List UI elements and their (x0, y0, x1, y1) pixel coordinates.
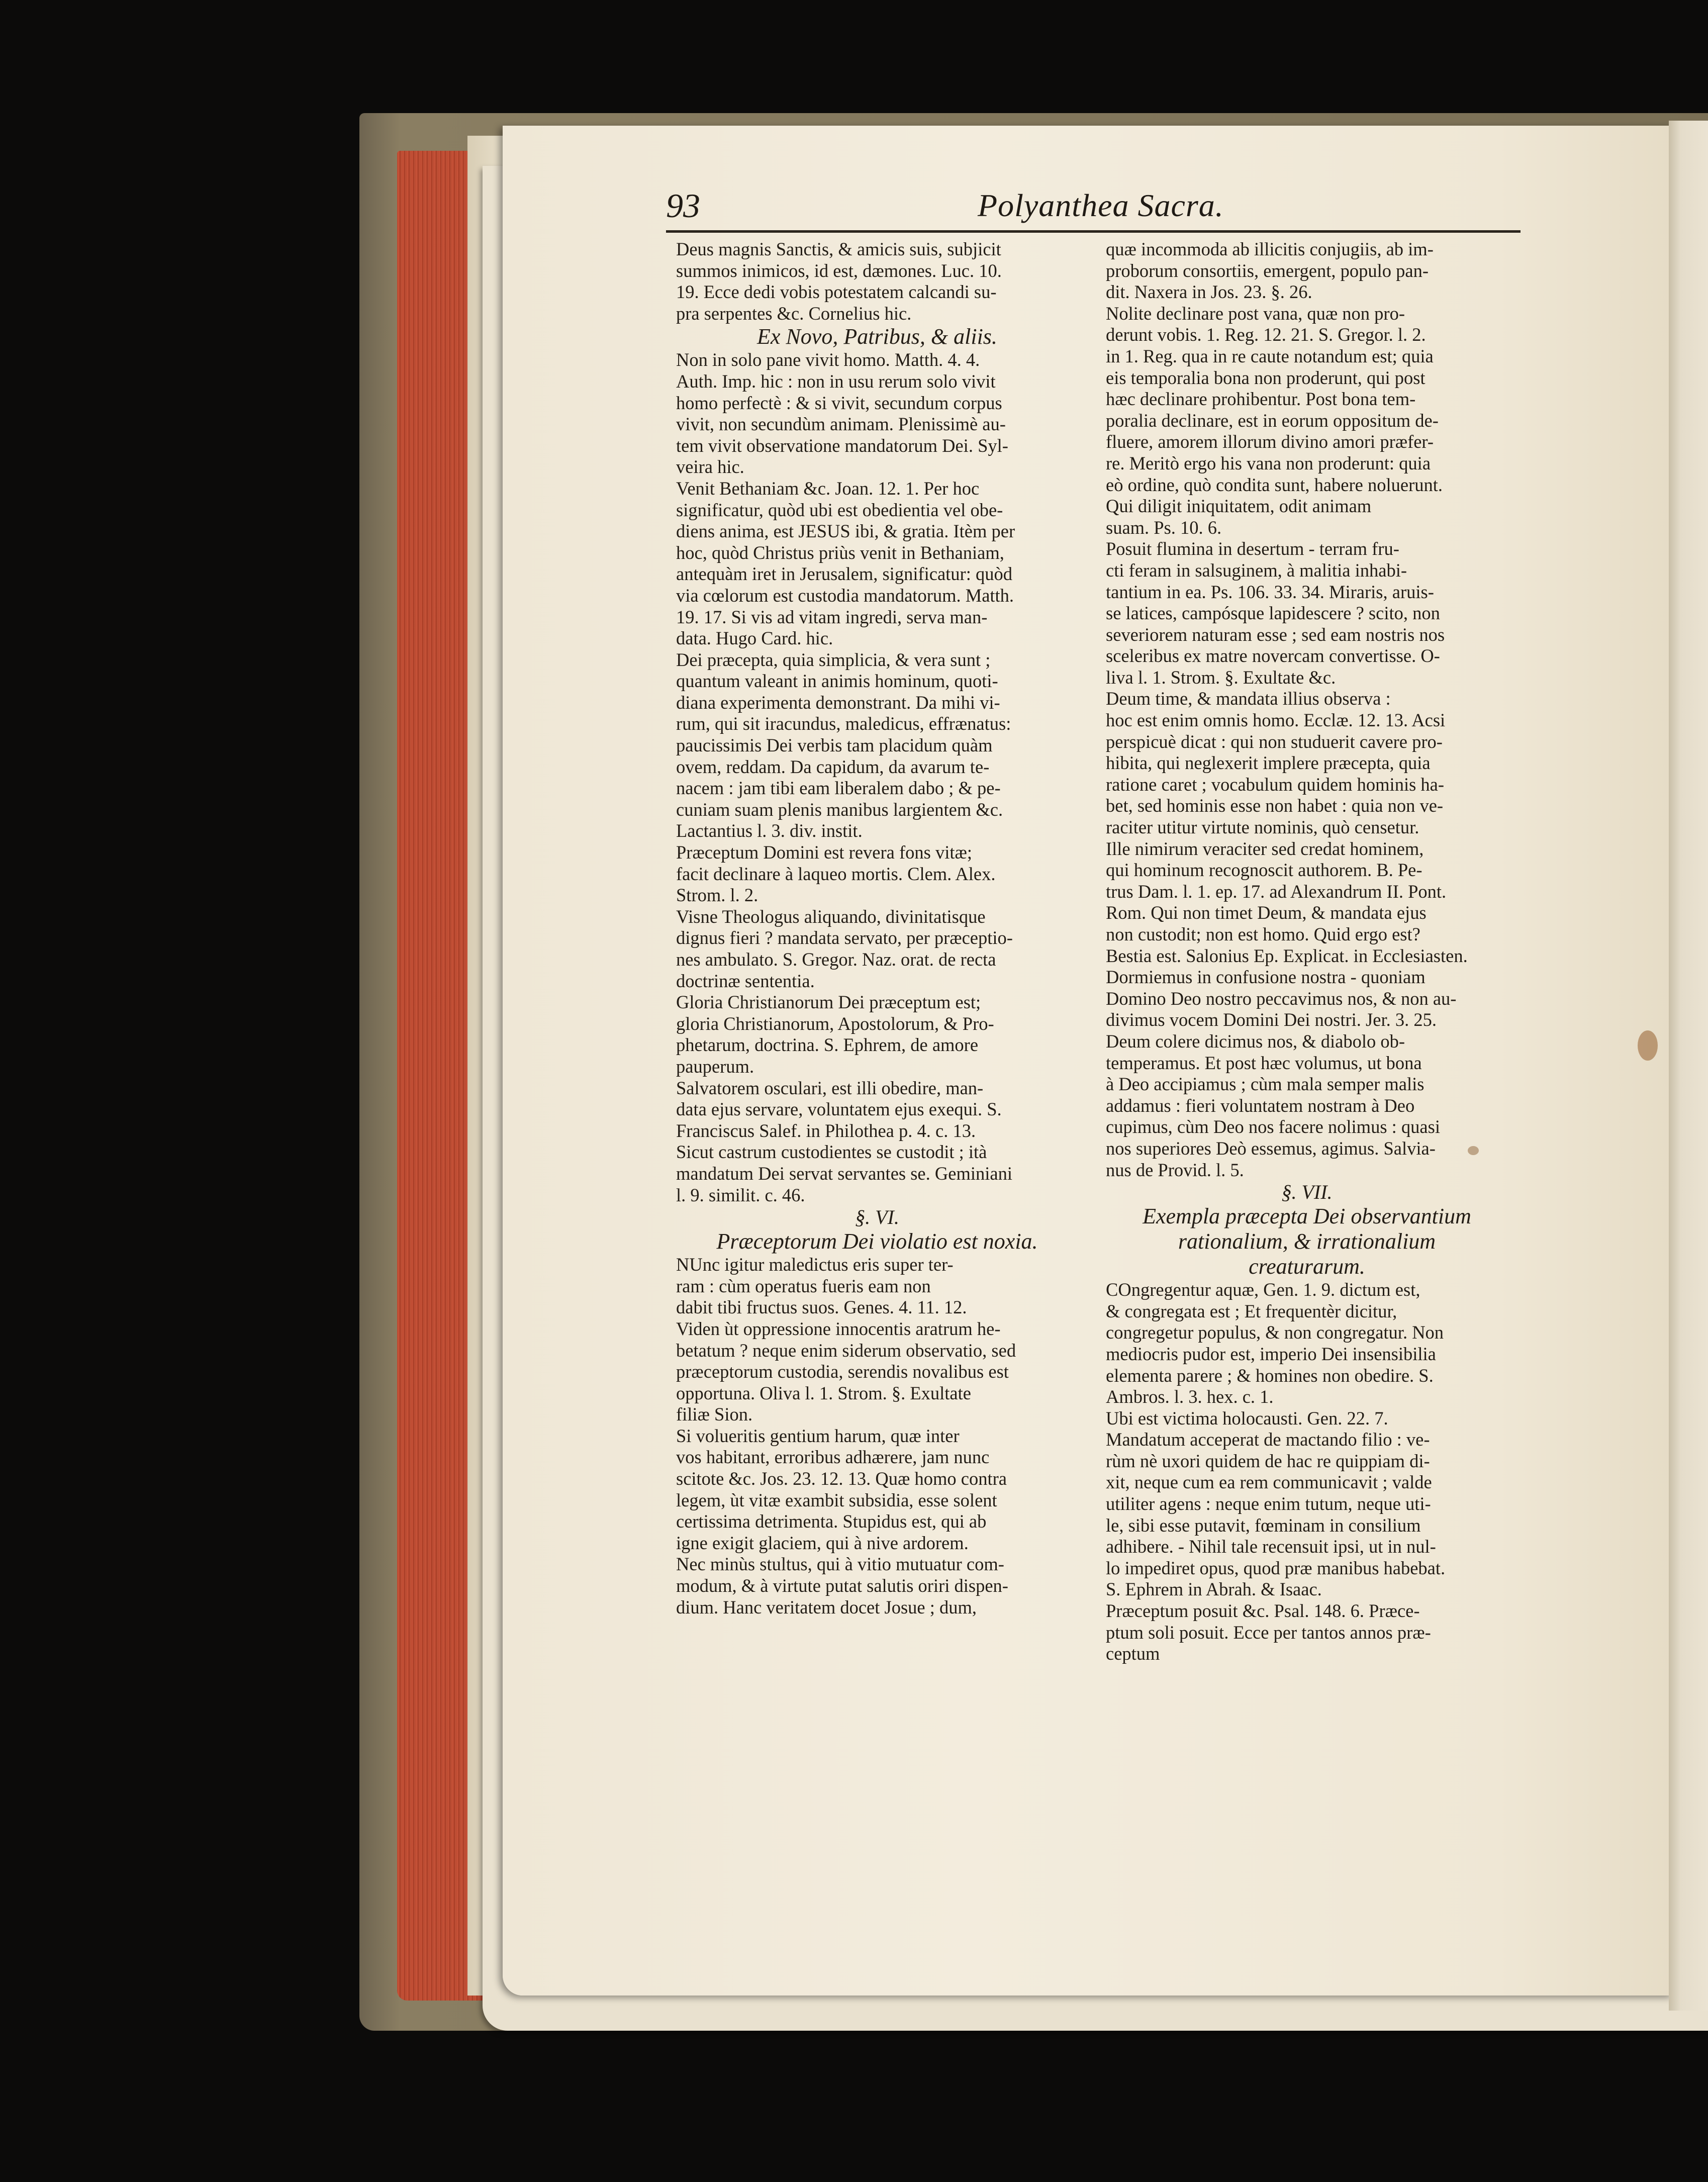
text-line: summos inimicos, id est, dæmones. Luc. 10. (676, 260, 1002, 281)
text-line: le, sibi esse putavit, fœminam in consilium (1106, 1514, 1421, 1536)
text-line: proborum consortiis, emergent, populo pan- (1106, 260, 1429, 281)
left-text-column (676, 239, 1078, 1618)
text-line: Ille nimirum veraciter sed credat hominem, (1106, 838, 1424, 859)
text-line: creaturarum. (1249, 1254, 1365, 1279)
text-line: Bestia est. Salonius Ep. Explicat. in Ecclesiasten. (1106, 945, 1468, 966)
text-line: homo perfectè : & si vivit, secundum corpus (676, 392, 1002, 413)
page-number: 93 (666, 186, 700, 225)
text-line: vivit, non secundùm animam. Plenissimè au- (676, 414, 1006, 435)
text-line: via cœlorum est custodia mandatorum. Matth. (676, 585, 1014, 606)
text-line: præceptorum custodia, serendis novalibus est (676, 1361, 1009, 1382)
text-line: S. Ephrem in Abrah. & Isaac. (1106, 1579, 1322, 1600)
text-line: lo impediret opus, quod præ manibus habebat. (1106, 1557, 1446, 1578)
text-line: mediocris pudor est, imperio Dei insensibilia (1106, 1343, 1436, 1364)
text-line: nacem : jam tibi eam liberalem dabo ; & pe- (676, 778, 1001, 799)
text-line: poralia declinare, est in eorum oppositum de- (1106, 410, 1439, 431)
text-line: gloria Christianorum, Apostolorum, & Pro- (676, 1013, 994, 1034)
text-line: ovem, reddam. Da capidum, da avarum te- (676, 756, 990, 777)
text-line: Ambros. l. 3. hex. c. 1. (1106, 1386, 1274, 1407)
text-line: NUnc igitur maledictus eris super ter- (676, 1254, 954, 1275)
text-line: Deus magnis Sanctis, & amicis suis, subjicit (676, 239, 1001, 259)
text-line: à Deo accipiamus ; cùm mala semper malis (1106, 1074, 1425, 1095)
text-line: dit. Naxera in Jos. 23. §. 26. (1106, 281, 1312, 303)
text-line: hoc, quòd Christus priùs venit in Bethaniam, (676, 542, 1004, 563)
text-line: suam. Ps. 10. 6. (1106, 517, 1222, 538)
text-line: significatur, quòd ubi est obedientia vel obe- (676, 499, 1003, 520)
text-line: cuniam suam plenis manibus largientem &c. (676, 799, 1003, 820)
text-line: Si volueritis gentium harum, quæ inter (676, 1425, 960, 1446)
text-line: elementa parere ; & homines non obedire. S. (1106, 1365, 1434, 1386)
text-line: Venit Bethaniam &c. Joan. 12. 1. Per hoc (676, 478, 980, 499)
text-line: raciter utitur virtute nominis, quò censetur. (1106, 817, 1419, 838)
text-line: betatum ? neque enim siderum observatio, sed (676, 1340, 1016, 1361)
text-line: data. Hugo Card. hic. (676, 628, 833, 649)
text-line: §. VII. (1281, 1181, 1333, 1204)
text-line: facit declinare à laqueo mortis. Clem. Alex. (676, 863, 996, 884)
text-line: utiliter agens : neque enim tutum, neque uti- (1106, 1493, 1431, 1514)
text-line: xit, neque cum ea rem communicavit ; valde (1106, 1472, 1432, 1493)
text-line: divimus vocem Domini Dei nostri. Jer. 3. 25. (1106, 1009, 1437, 1030)
text-line: igne exigit glaciem, qui à nive ardorem. (676, 1532, 969, 1553)
text-line: diana experimenta demonstrant. Da mihi vi- (676, 692, 1000, 713)
text-line: addamus : fieri voluntatem nostram à Deo (1106, 1095, 1415, 1116)
text-line: dabit tibi fructus suos. Genes. 4. 11. 12. (676, 1297, 967, 1318)
text-line: Ex Novo, Patribus, & aliis. (757, 324, 997, 349)
text-line: 19. Ecce dedi vobis potestatem calcandi su- (676, 281, 997, 303)
right-text-column (1106, 239, 1508, 1665)
text-line: Mandatum acceperat de mactando filio : ve- (1106, 1429, 1430, 1450)
text-line: Salvatorem osculari, est illi obedire, man- (676, 1077, 984, 1098)
text-line: filiæ Sion. (676, 1404, 753, 1425)
text-line: Posuit flumina in desertum - terram fru- (1106, 538, 1399, 559)
text-line: Viden ùt oppressione innocentis aratrum he- (676, 1318, 1001, 1339)
text-line: derunt vobis. 1. Reg. 12. 21. S. Gregor. l. 2. (1106, 324, 1426, 345)
text-line: Gloria Christianorum Dei præceptum est; (676, 992, 981, 1013)
text-line: ceptum (1106, 1643, 1160, 1664)
text-line: Visne Theologus aliquando, divinitatisque (676, 906, 986, 927)
text-line: ram : cùm operatus fueris eam non (676, 1275, 931, 1296)
page-header (666, 181, 1521, 226)
text-line: doctrinæ sententia. (676, 970, 815, 991)
text-line: antequàm iret in Jerusalem, significatur: quòd (676, 563, 1012, 585)
text-line: rationalium, & irrationalium (1178, 1229, 1436, 1254)
text-line: mandatum Dei servat servantes se. Geminiani (676, 1163, 1012, 1184)
running-title: Polyanthea Sacra. (978, 187, 1224, 223)
text-line: l. 9. similit. c. 46. (676, 1184, 805, 1205)
text-line: eis temporalia bona non proderunt, qui post (1106, 367, 1426, 388)
text-line: trus Dam. l. 1. ep. 17. ad Alexandrum II. Pont. (1106, 881, 1447, 902)
text-line: rùm nè uxori quidem de hac re quippiam di- (1106, 1450, 1430, 1471)
text-line: & congregata est ; Et frequentèr dicitur, (1106, 1300, 1397, 1321)
text-line: scitote &c. Jos. 23. 12. 13. Quæ homo contra (676, 1468, 1007, 1489)
stain (1638, 1030, 1658, 1061)
text-line: Nec minùs stultus, qui à vitio mutuatur com- (676, 1554, 1004, 1575)
text-line: cti feram in salsuginem, à malitia inhabi- (1106, 559, 1407, 581)
text-line: Deum colere dicimus nos, & diabolo ob- (1106, 1030, 1405, 1052)
text-line: veira hic. (676, 456, 744, 478)
text-line: ptum soli posuit. Ecce per tantos annos præ- (1106, 1622, 1431, 1643)
text-line: modum, & à virtute putat salutis oriri dispen- (676, 1575, 1008, 1596)
text-line: tem vivit observatione mandatorum Dei. Syl- (676, 435, 1008, 456)
text-line: Præceptum Domini est revera fons vitæ; (676, 842, 972, 863)
text-line: se latices, campósque lapidescere ? scito, non (1106, 603, 1440, 624)
text-line: COngregentur aquæ, Gen. 1. 9. dictum est, (1106, 1279, 1420, 1300)
text-line: Præceptorum Dei violatio est noxia. (716, 1229, 1038, 1254)
text-line: hoc est enim omnis homo. Ecclæ. 12. 13. Acsi (1106, 710, 1446, 731)
text-line: rum, qui sit iracundus, maledicus, effrænatus: (676, 713, 1011, 734)
text-line: liva l. 1. Strom. §. Exultate &c. (1106, 667, 1336, 688)
text-line: congregetur populus, & non congregatur. Non (1106, 1322, 1444, 1343)
text-line: Præceptum posuit &c. Psal. 148. 6. Præce- (1106, 1600, 1420, 1622)
text-line: quæ incommoda ab illicitis conjugiis, ab im- (1106, 239, 1434, 259)
text-line: Qui diligit iniquitatem, odit animam (1106, 496, 1372, 517)
text-line: adhibere. - Nihil tale recensuit ipsi, ut in nul- (1106, 1536, 1436, 1557)
text-line: pra serpentes &c. Cornelius hic. (676, 303, 912, 324)
text-line: tantium in ea. Ps. 106. 33. 34. Miraris, aruis- (1106, 581, 1434, 602)
text-line: severiorem naturam esse ; sed eam nostris nos (1106, 624, 1445, 645)
text-line: Sicut castrum custodientes se custodit ; ità (676, 1142, 987, 1163)
text-line: Franciscus Salef. in Philothea p. 4. c. 13. (676, 1120, 976, 1141)
text-line: opportuna. Oliva l. 1. Strom. §. Exultate (676, 1382, 971, 1403)
text-line: eò ordine, quò condita sunt, habere noluerunt. (1106, 474, 1443, 495)
text-line: nus de Provid. l. 5. (1106, 1159, 1244, 1180)
text-line: Deum time, & mandata illius observa : (1106, 688, 1391, 709)
text-line: Lactantius l. 3. div. instit. (676, 820, 863, 841)
text-line: Exempla præcepta Dei observantium (1143, 1204, 1471, 1229)
text-line: fluere, amorem illorum divino amori præfer- (1106, 431, 1434, 452)
facing-page-edge (1669, 121, 1708, 2011)
text-line: Ubi est victima holocausti. Gen. 22. 7. (1106, 1407, 1388, 1429)
text-line: Dei præcepta, quia simplicia, & vera sunt ; (676, 649, 991, 670)
text-line: in 1. Reg. qua in re caute notandum est; quia (1106, 345, 1434, 366)
text-line: diens anima, est JESUS ibi, & gratia. Itèm per (676, 521, 1015, 542)
text-line: Rom. Qui non timet Deum, & mandata ejus (1106, 902, 1427, 923)
text-line: ratione caret ; vocabulum quidem hominis ha- (1106, 774, 1445, 795)
text-line: temperamus. Et post hæc volumus, ut bona (1106, 1052, 1422, 1073)
text-line: Nolite declinare post vana, quæ non pro- (1106, 303, 1405, 324)
text-line: hæc declinare prohibentur. Post bona tem- (1106, 389, 1416, 410)
text-line: perspicuè dicat : qui non studuerit cavere pro- (1106, 731, 1443, 752)
header-rule (666, 230, 1521, 233)
text-line: hibita, qui neglexerit implere præcepta, quia (1106, 752, 1431, 774)
text-line: data ejus servare, voluntatem ejus exequi. S. (676, 1099, 1002, 1120)
text-line: paucissimis Dei verbis tam placidum quàm (676, 735, 993, 756)
text-line: dium. Hanc veritatem docet Josue ; dum, (676, 1596, 977, 1618)
text-line: pauperum. (676, 1056, 754, 1077)
text-line: 19. 17. Si vis ad vitam ingredi, serva man- (676, 606, 988, 627)
text-line: Auth. Imp. hic : non in usu rerum solo vivit (676, 370, 996, 392)
text-line: §. VI. (855, 1206, 899, 1229)
text-line: quantum valeant in animis hominum, quoti- (676, 671, 998, 692)
text-line: cupimus, cùm Deo nos facere nolimus : quasi (1106, 1116, 1440, 1137)
text-line: bet, sed hominis esse non habet : quia non ve- (1106, 795, 1444, 816)
text-line: nos superiores Deò essemus, agimus. Salvia- (1106, 1137, 1436, 1159)
text-line: phetarum, doctrina. S. Ephrem, de amore (676, 1034, 979, 1056)
text-line: Non in solo pane vivit homo. Matth. 4. 4. (676, 349, 980, 370)
text-line: dignus fieri ? mandata servato, per præceptio- (676, 927, 1013, 948)
text-line: legem, ùt vitæ exambit subsidia, esse solent (676, 1489, 997, 1510)
text-line: re. Meritò ergo his vana non proderunt: quia (1106, 452, 1431, 473)
text-line: nes ambulato. S. Gregor. Naz. orat. de recta (676, 949, 996, 970)
text-line: certissima detrimenta. Stupidus est, qui ab (676, 1511, 987, 1532)
text-line: non custodit; non est homo. Quid ergo est? (1106, 924, 1420, 944)
text-line: Strom. l. 2. (676, 885, 758, 906)
text-line: vos habitant, erroribus adhærere, jam nunc (676, 1447, 990, 1468)
text-line: Domino Deo nostro peccavimus nos, & non au- (1106, 988, 1457, 1009)
text-line: Dormiemus in confusione nostra - quoniam (1106, 967, 1426, 988)
text-line: qui hominum recognoscit authorem. B. Pe- (1106, 860, 1422, 881)
text-line: sceleribus ex matre novercam convertisse. O- (1106, 645, 1440, 667)
